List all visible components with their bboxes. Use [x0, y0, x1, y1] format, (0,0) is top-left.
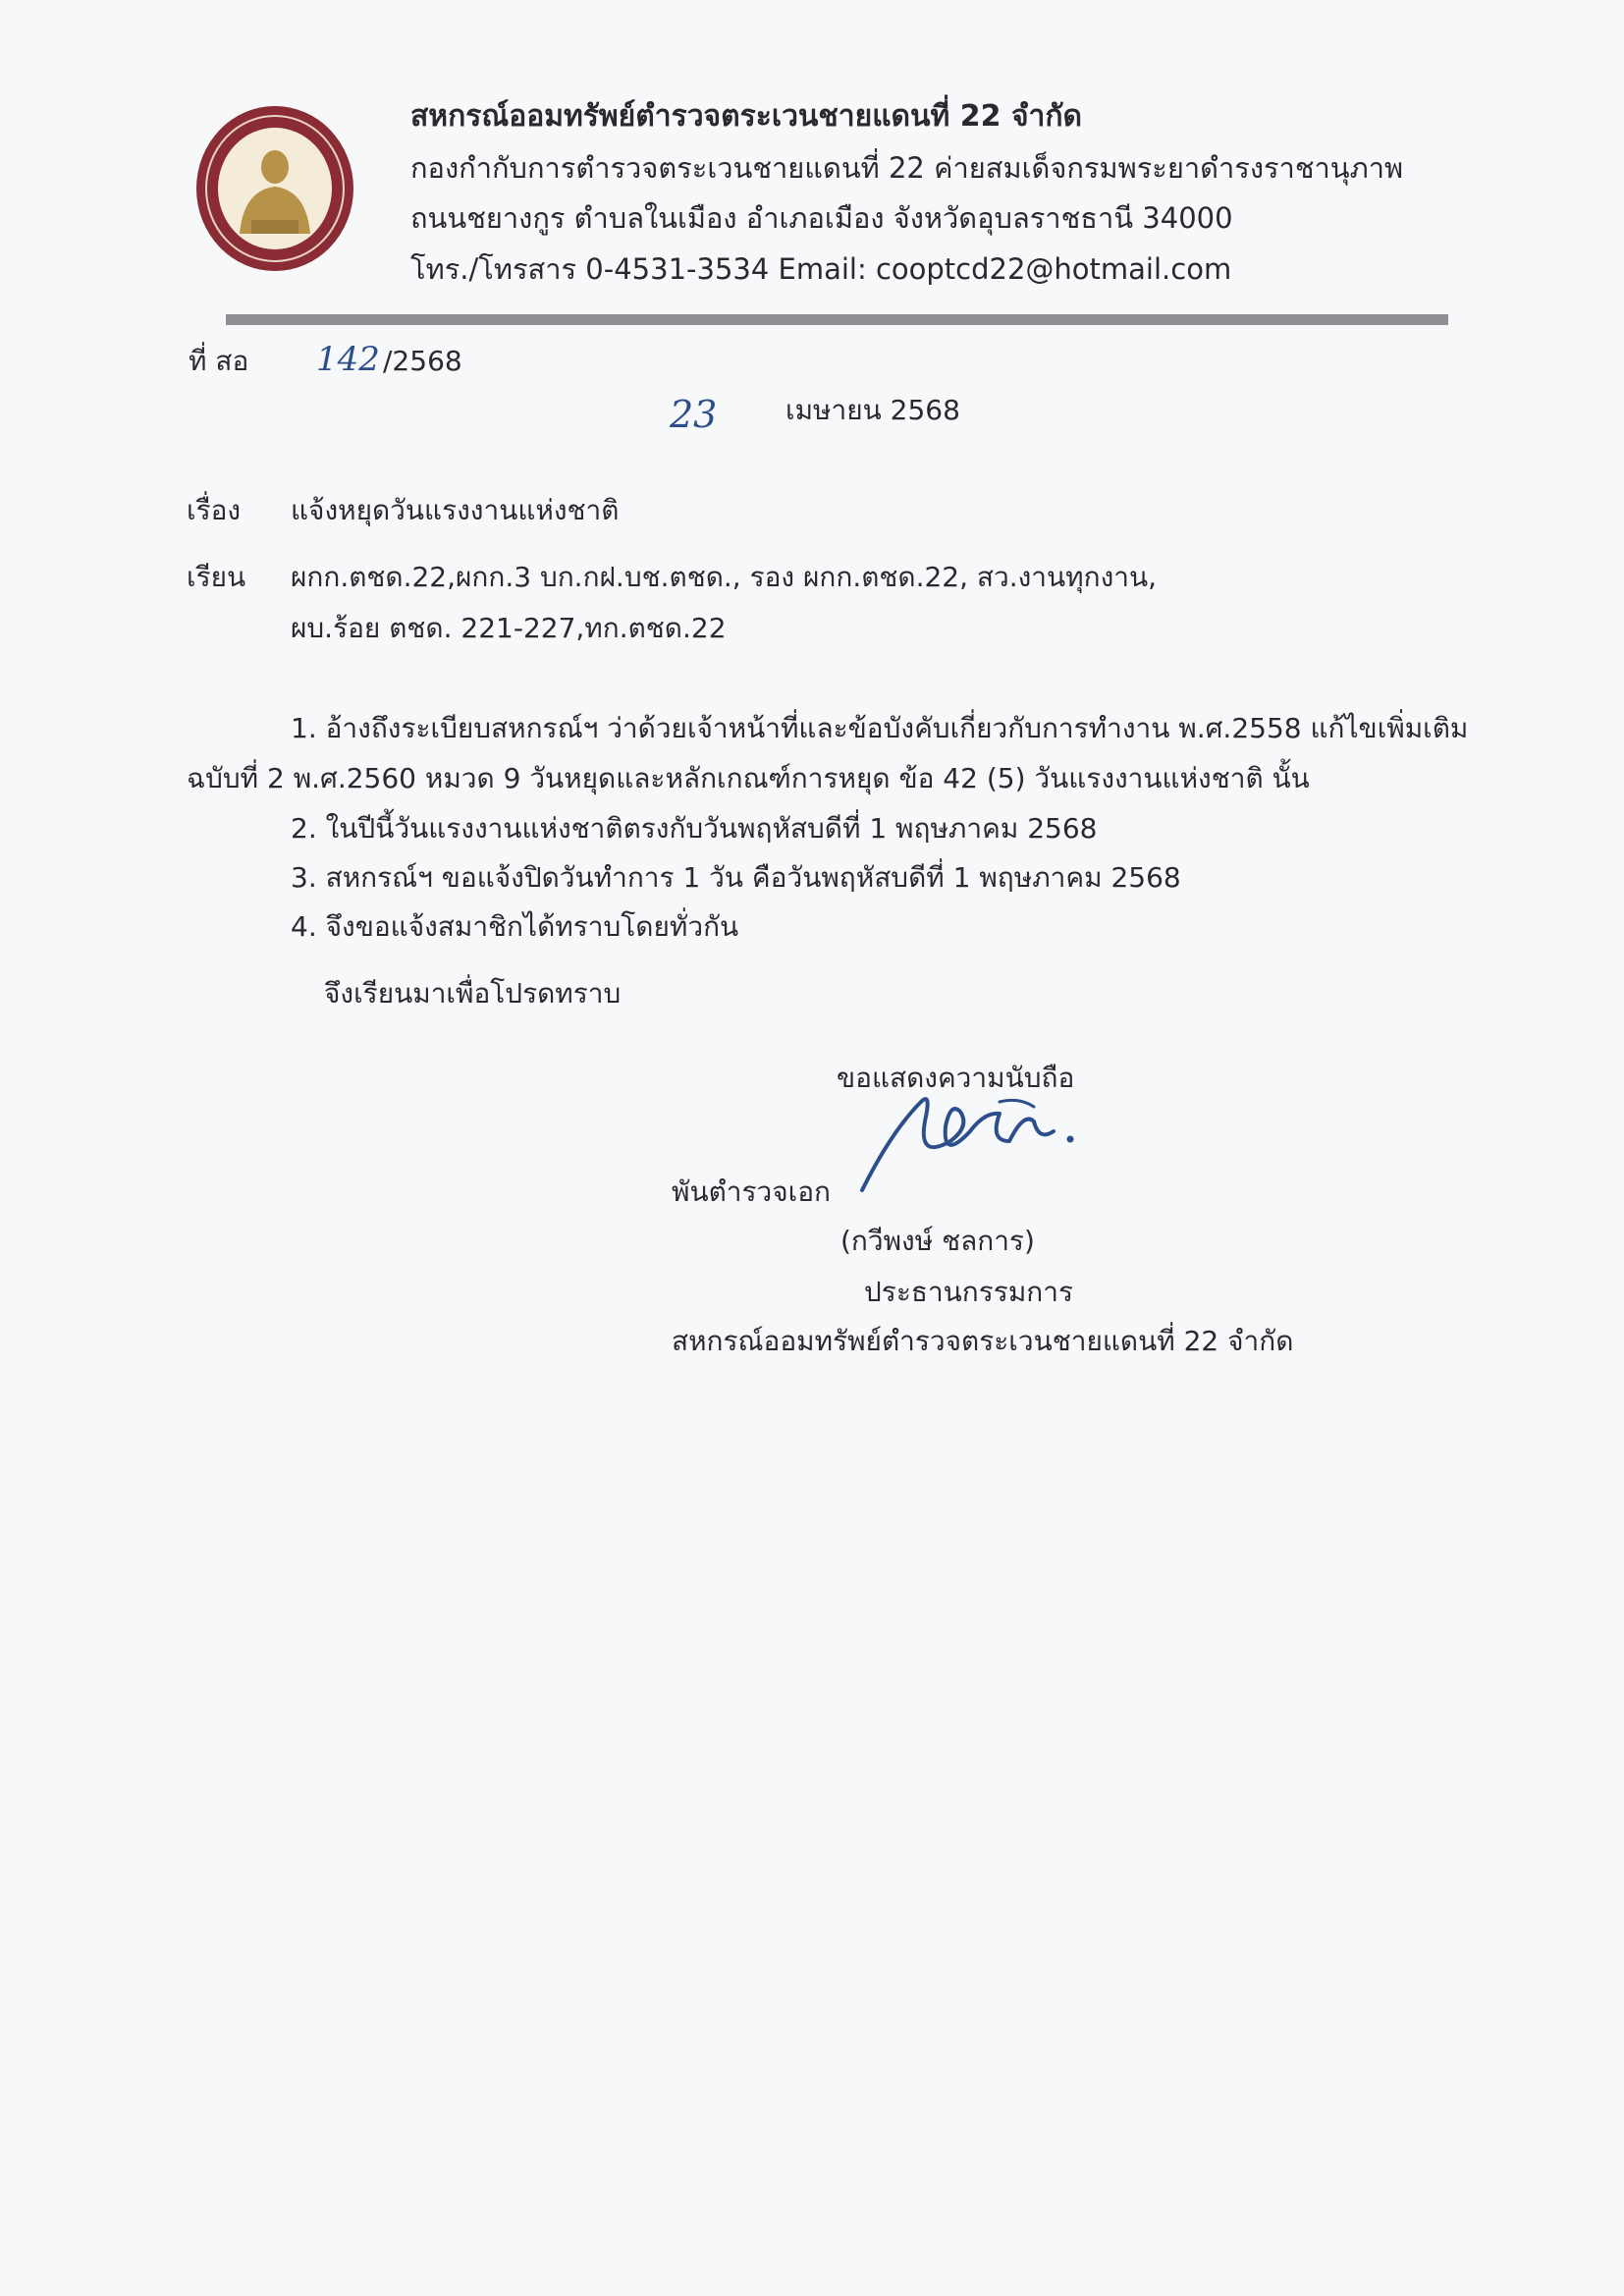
- body-item-1-line-1: 1. อ้างถึงระเบียบสหกรณ์ฯ ว่าด้วยเจ้าหน้าที่และข้อบังคับเกี่ยวกับการทำงาน พ.ศ.2558 แก้ไขเพิ่มเติม: [291, 712, 1469, 744]
- signatory-position: ประธานกรรมการ: [864, 1276, 1074, 1308]
- handwritten-signature: [852, 1072, 1098, 1210]
- subject-label: เรื่อง: [187, 494, 242, 526]
- signatory-rank: พันตำรวจเอก: [672, 1175, 832, 1208]
- reference-label: ที่ สอ: [189, 345, 249, 377]
- recipients-label: เรียน: [187, 561, 246, 593]
- recipients-line-2: ผบ.ร้อย ตชด. 221-227,ทก.ตชด.22: [291, 612, 727, 644]
- org-address: ถนนชยางกูร ตำบลในเมือง อำเภอเมือง จังหวัดอุบลราชธานี 34000: [410, 201, 1233, 235]
- org-contact: โทร./โทรสาร 0-4531-3534 Email: cooptcd22@hotmail.com: [410, 252, 1232, 286]
- signatory-name: (กวีพงษ์ ชลการ): [840, 1225, 1035, 1257]
- body-item-2: 2. ในปีนี้วันแรงงานแห่งชาติตรงกับวันพฤหัสบดีที่ 1 พฤษภาคม 2568: [291, 812, 1098, 845]
- reference-year: /2568: [383, 345, 462, 377]
- subject-text: แจ้งหยุดวันแรงงานแห่งชาติ: [291, 494, 620, 526]
- signatory-organization: สหกรณ์ออมทรัพย์ตำรวจตระเวนชายแดนที่ 22 จำกัด: [672, 1325, 1294, 1357]
- date-day-handwritten: 23: [670, 393, 718, 436]
- reference-number-handwritten: 142: [316, 340, 380, 379]
- header-divider: [226, 314, 1448, 325]
- org-name-heading: สหกรณ์ออมทรัพย์ตำรวจตระเวนชายแดนที่ 22 จำกัด: [410, 99, 1083, 134]
- recipients-line-1: ผกก.ตชด.22,ผกก.3 บก.กฝ.บช.ตชด., รอง ผกก.ตชด.22, สว.งานทุกงาน,: [291, 561, 1158, 593]
- regards-text: ขอแสดงความนับถือ: [837, 1062, 1075, 1094]
- closing-line: จึงเรียนมาเพื่อโปรดทราบ: [324, 977, 622, 1010]
- date-month-year: เมษายน 2568: [785, 394, 960, 426]
- org-unit-line: กองกำกับการตำรวจตระเวนชายแดนที่ 22 ค่ายสมเด็จกรมพระยาดำรงราชานุภาพ: [410, 151, 1404, 185]
- cooperative-seal-logo: [194, 104, 355, 273]
- body-item-1-line-2: ฉบับที่ 2 พ.ศ.2560 หมวด 9 วันหยุดและหลักเกณฑ์การหยุด ข้อ 42 (5) วันแรงงานแห่งชาติ นั้น: [187, 762, 1310, 794]
- body-item-4: 4. จึงขอแจ้งสมาชิกได้ทราบโดยทั่วกัน: [291, 910, 739, 943]
- body-item-3: 3. สหกรณ์ฯ ขอแจ้งปิดวันทำการ 1 วัน คือวันพฤหัสบดีที่ 1 พฤษภาคม 2568: [291, 861, 1181, 894]
